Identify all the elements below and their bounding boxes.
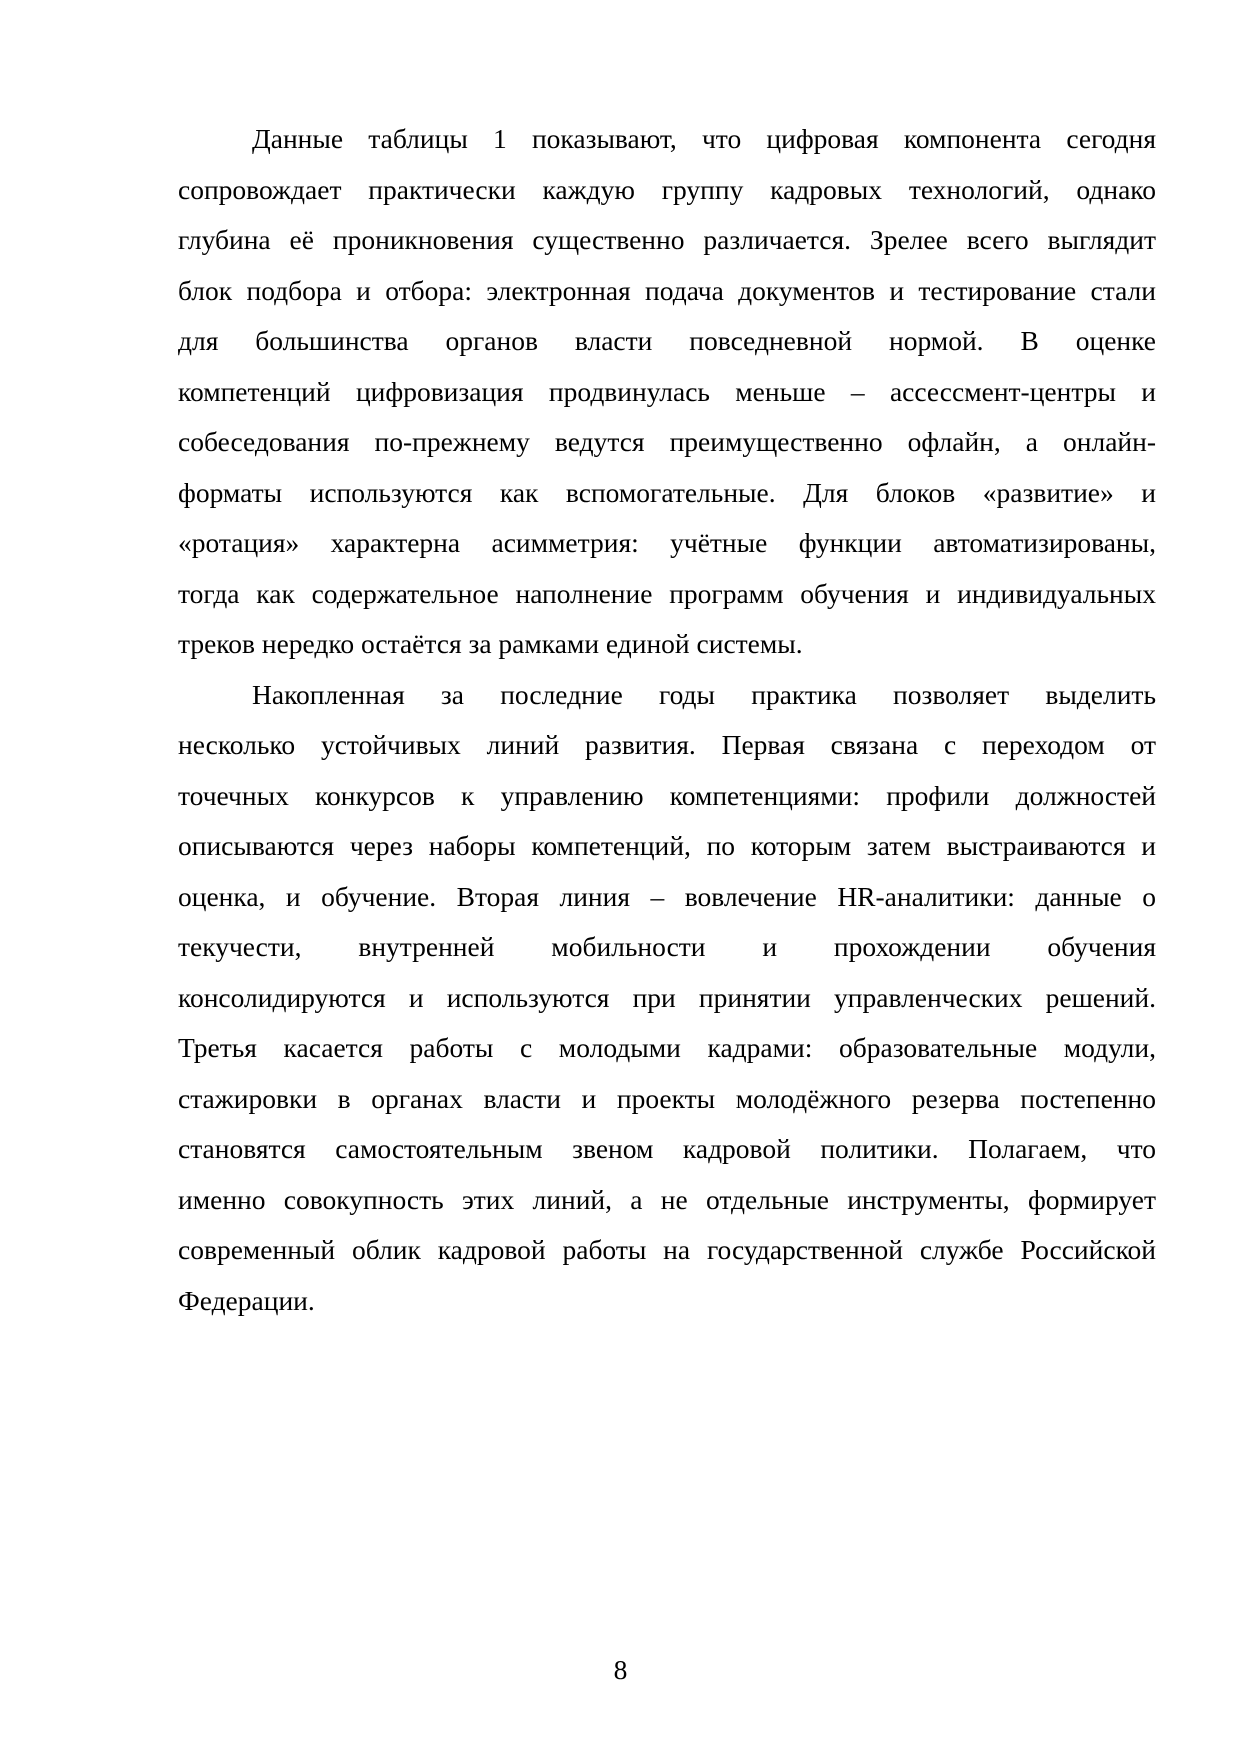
paragraph-line: треков нередко остаётся за рамками единой системы.	[178, 628, 803, 659]
paragraph-line: именно совокупность этих линий, а не отдельные инструменты, формирует	[178, 1183, 1156, 1215]
paragraph-2	[178, 670, 1156, 1327]
paragraph-line: для большинства органов власти повседневной нормой. В оценке	[178, 325, 1156, 356]
paragraph-line: точечных конкурсов к управлению компетенциями: профили должностей	[178, 779, 1156, 811]
paragraph-line: Накопленная за последние годы практика позволяет выделить	[252, 678, 1156, 710]
paragraph-line: описываются через наборы компетенций, по которым затем выстраиваются и	[178, 830, 1156, 861]
paragraph-line: современный облик кадровой работы на государственной службе Российской	[178, 1234, 1156, 1265]
paragraph-line: форматы используются как вспомогательные. Для блоков «развитие» и	[178, 476, 1156, 508]
paragraph-line: консолидируются и используются при принятии управленческих решений.	[178, 981, 1156, 1013]
paragraph-line: стажировки в органах власти и проекты молодёжного резерва постепенно	[178, 1082, 1156, 1114]
paragraph-line: Третья касается работы с молодыми кадрами: образовательные модули,	[178, 1032, 1156, 1063]
paragraph-line: тогда как содержательное наполнение программ обучения и индивидуальных	[178, 577, 1156, 609]
paragraph-line: глубина её проникновения существенно различается. Зрелее всего выглядит	[178, 224, 1156, 255]
paragraph-line: блок подбора и отбора: электронная подача документов и тестирование стали	[178, 274, 1156, 306]
paragraph-line: текучести, внутренней мобильности и прохождении обучения	[178, 931, 1156, 962]
paragraph-line: оценка, и обучение. Вторая линия – вовлечение HR-аналитики: данные о	[178, 880, 1156, 912]
paragraph-line: Федерации.	[178, 1284, 315, 1316]
page-number: 8	[613, 1654, 628, 1685]
paragraph-line: компетенций цифровизация продвинулась меньше – ассессмент-центры и	[178, 375, 1156, 407]
paragraph-line: собеседования по-прежнему ведутся преимущественно офлайн, а онлайн-	[178, 426, 1156, 457]
paragraph-line: «ротация» характерна асимметрия: учётные функции автоматизированы,	[178, 527, 1156, 558]
paragraph-line: несколько устойчивых линий развития. Первая связана с переходом от	[178, 729, 1156, 760]
paragraph-line: Данные таблицы 1 показывают, что цифровая компонента сегодня	[252, 123, 1156, 154]
paragraph-line: становятся самостоятельным звеном кадровой политики. Полагаем, что	[178, 1133, 1156, 1164]
paragraph-1	[178, 114, 1156, 670]
body-text	[178, 114, 1156, 1326]
paragraph-line: сопровождает практически каждую группу кадровых технологий, однако	[178, 173, 1156, 205]
